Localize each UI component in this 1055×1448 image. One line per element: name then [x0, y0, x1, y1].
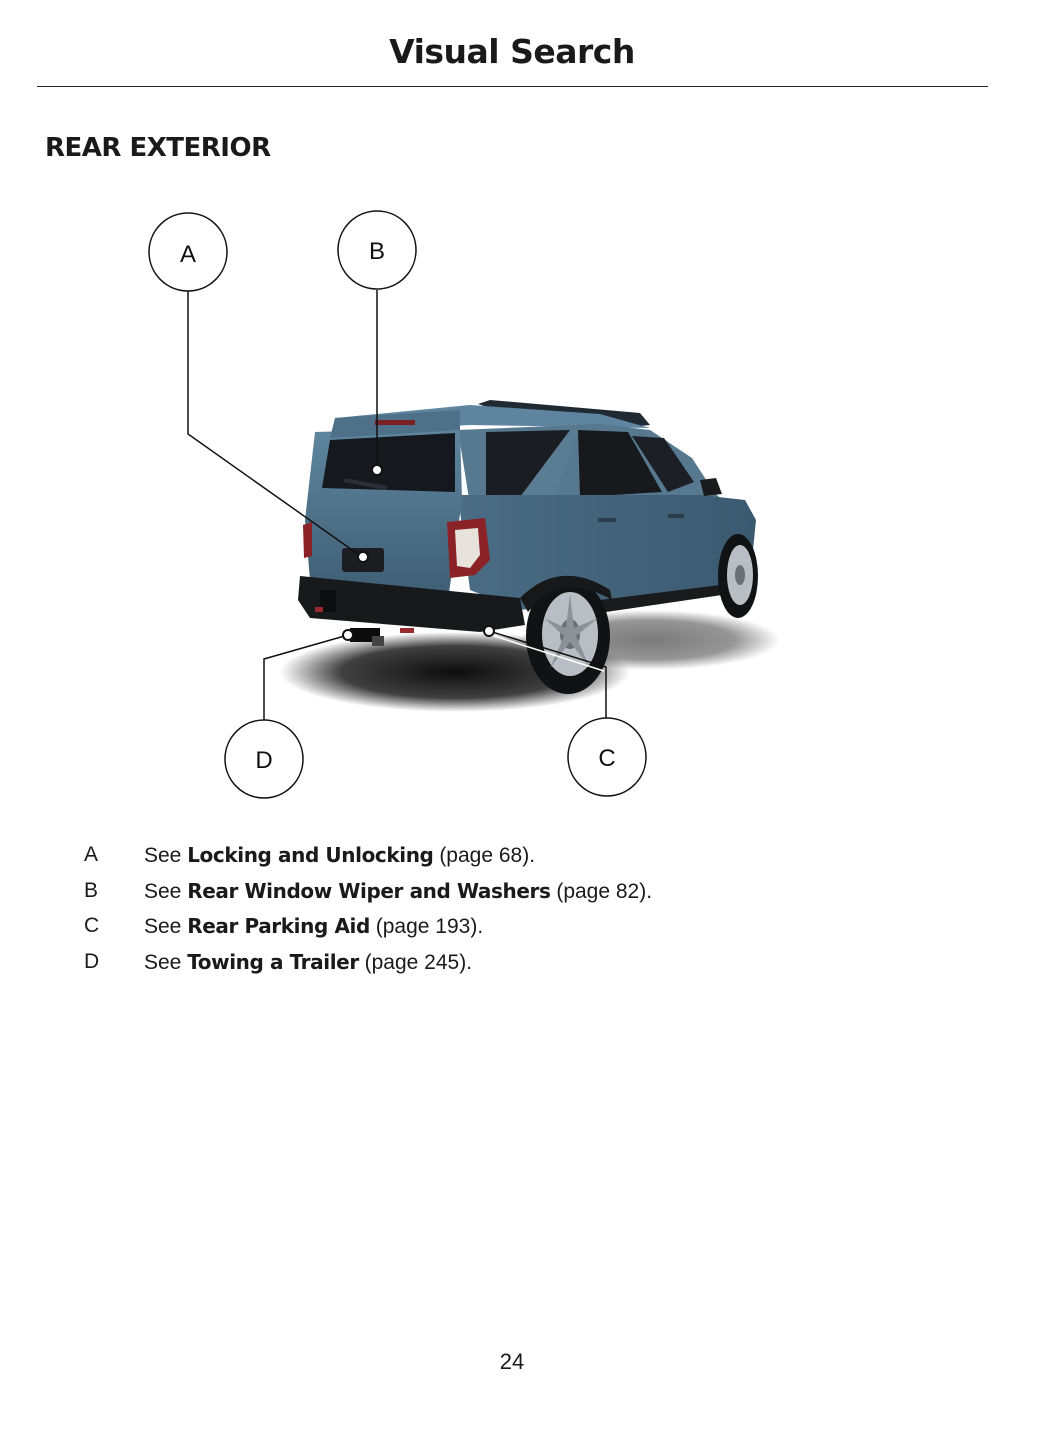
legend-key: A: [84, 843, 99, 866]
callout-d: [225, 720, 303, 798]
callout-legend: [84, 843, 652, 985]
section-title: REAR EXTERIOR: [45, 133, 271, 163]
page-number: 24: [499, 1349, 525, 1374]
vehicle-illustration: [280, 400, 780, 712]
callout-a-label: A: [179, 241, 197, 268]
legend-suffix: (page 193).: [369, 915, 484, 938]
legend-prefix: See: [144, 950, 188, 974]
legend-reference-link[interactable]: Rear Window Wiper and Washers: [187, 878, 551, 903]
legend-reference-link[interactable]: Towing a Trailer: [187, 949, 359, 974]
legend-suffix: (page 245).: [358, 950, 473, 974]
legend-reference-link[interactable]: Rear Parking Aid: [187, 914, 370, 938]
legend-item-c: [84, 914, 652, 950]
legend-key: B: [84, 878, 99, 902]
callout-c: [568, 718, 646, 796]
legend-prefix: See: [144, 879, 188, 903]
callout-b-label: B: [368, 238, 386, 265]
legend-reference-link[interactable]: Locking and Unlocking: [187, 843, 434, 867]
legend-suffix: (page 68).: [433, 844, 536, 867]
legend-item-b: [84, 879, 652, 915]
page-header-title: Visual Search: [389, 32, 635, 71]
legend-suffix: (page 82).: [550, 879, 653, 903]
callout-b: [338, 211, 416, 289]
legend-key: D: [84, 949, 100, 973]
legend-key: C: [84, 914, 100, 937]
legend-prefix: See: [144, 844, 188, 867]
callout-c-label: C: [598, 745, 616, 772]
callout-d-label: D: [255, 747, 273, 774]
legend-item-a: [84, 843, 652, 879]
callout-a: [149, 213, 227, 291]
legend-prefix: See: [144, 915, 188, 938]
legend-item-d: [84, 950, 652, 986]
